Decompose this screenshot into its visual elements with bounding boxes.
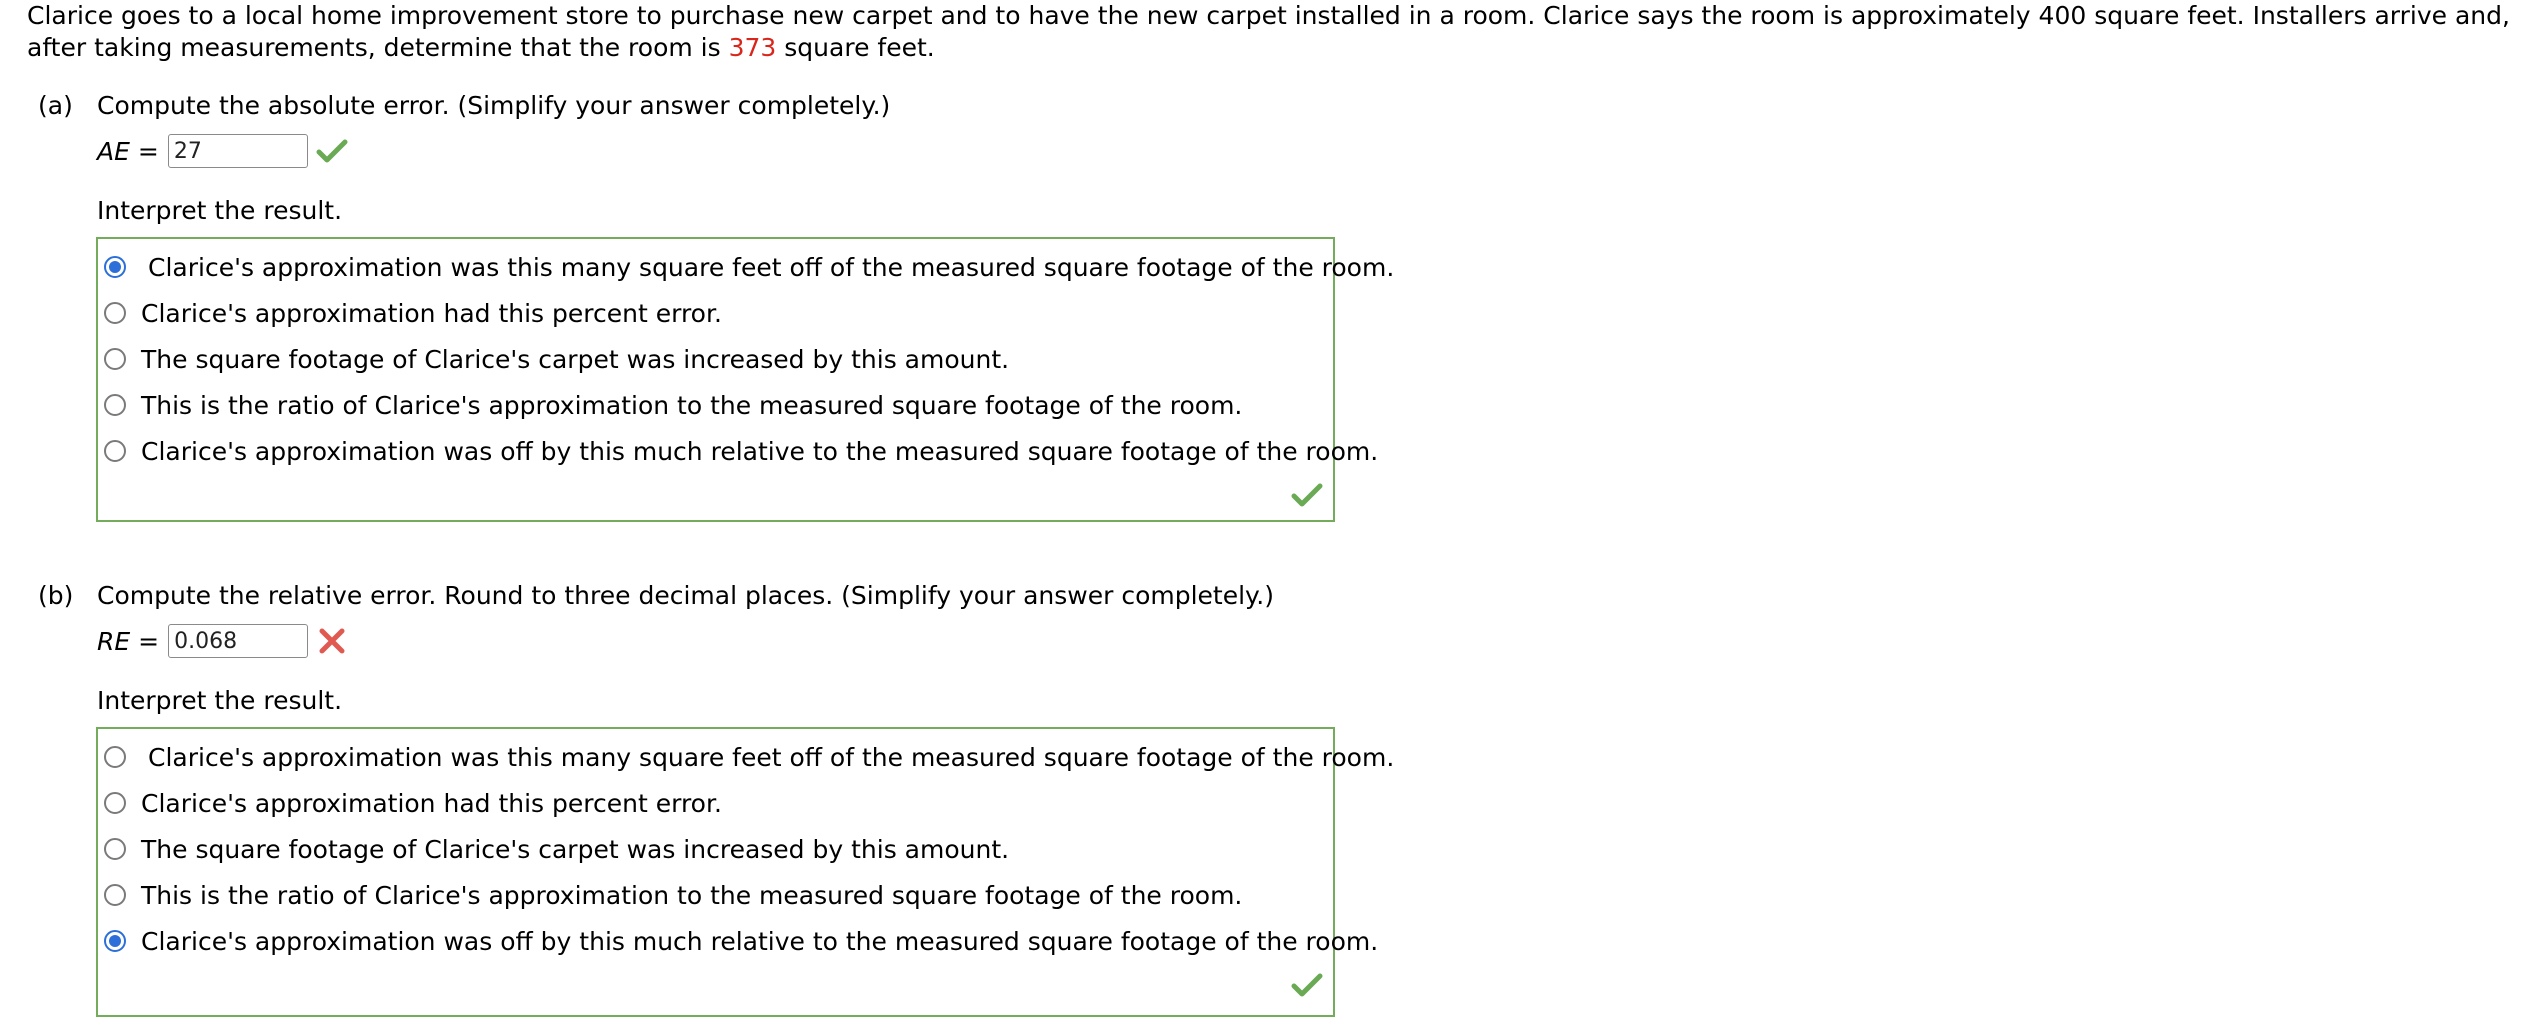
part-b-choice[interactable]: [104, 739, 1394, 775]
part-a-choice[interactable]: [104, 387, 1242, 423]
choice-label: This is the ratio of Clarice's approximation to the measured square footage of the room.: [141, 390, 1243, 420]
check-icon: [1289, 967, 1325, 1003]
choice-label: This is the ratio of Clarice's approximation to the measured square footage of the room.: [141, 880, 1243, 910]
problem-text-after: square feet.: [776, 33, 935, 62]
ae-answer-input[interactable]: [168, 134, 308, 168]
part-b-choice[interactable]: [104, 831, 1009, 867]
part-b-choice[interactable]: [104, 877, 1242, 913]
part-b-choice-box: [96, 727, 1395, 1017]
part-b-prompt: Compute the relative error. Round to three decimal places. (Simplify your answer completely.): [97, 581, 1274, 610]
part-b-choice[interactable]: [104, 785, 722, 821]
radio-button[interactable]: [104, 302, 126, 324]
part-b-interpret-label: Interpret the result.: [97, 686, 343, 715]
measured-value: 373: [728, 33, 777, 62]
part-a-label: (a): [38, 91, 73, 120]
radio-button[interactable]: [104, 746, 126, 768]
radio-button[interactable]: [104, 838, 126, 860]
re-answer-input[interactable]: [168, 624, 308, 658]
radio-button[interactable]: [104, 884, 126, 906]
choice-label: Clarice's approximation was off by this much relative to the measured square footage of the room.: [141, 436, 1379, 466]
part-a-choice[interactable]: [104, 341, 1009, 377]
part-a-choice[interactable]: [104, 295, 722, 331]
choice-label: The square footage of Clarice's carpet was increased by this amount.: [141, 834, 1010, 864]
part-a-answer-row: [97, 133, 350, 169]
equals-sign: =: [137, 136, 159, 166]
radio-button[interactable]: [104, 792, 126, 814]
part-a-interpret-label: Interpret the result.: [97, 196, 343, 225]
part-b-choice[interactable]: [104, 923, 1378, 959]
part-b-answer-row: [97, 623, 350, 659]
radio-button-selected[interactable]: [104, 256, 126, 278]
problem-text-before: Clarice goes to a local home improvement store to purchase new carpet and to have the new carpet installed in a room. Clarice says the room is approximately 400 square feet. Installers arrive and, after taking measurements, determine that the room is: [27, 1, 2510, 62]
x-icon: [314, 623, 350, 659]
choice-label: Clarice's approximation was this many square feet off of the measured square footage of the room.: [148, 742, 1395, 772]
part-a-choice[interactable]: [104, 433, 1378, 469]
part-a-choice[interactable]: [104, 249, 1394, 285]
re-variable: RE: [97, 626, 131, 656]
equals-sign: =: [138, 626, 160, 656]
radio-button[interactable]: [104, 348, 126, 370]
check-icon: [314, 133, 350, 169]
radio-button[interactable]: [104, 394, 126, 416]
ae-variable: AE: [97, 136, 130, 166]
choice-label: Clarice's approximation was off by this much relative to the measured square footage of the room.: [141, 926, 1379, 956]
radio-button-selected[interactable]: [104, 930, 126, 952]
choice-label: Clarice's approximation had this percent error.: [141, 298, 722, 328]
part-b-label: (b): [38, 581, 74, 610]
check-icon: [1289, 477, 1325, 513]
problem-statement: [27, 0, 2532, 64]
part-a-prompt: Compute the absolute error. (Simplify your answer completely.): [97, 91, 891, 120]
choice-label: Clarice's approximation was this many square feet off of the measured square footage of the room.: [148, 252, 1395, 282]
part-a-choice-box: [96, 237, 1395, 522]
radio-button[interactable]: [104, 440, 126, 462]
choice-label: The square footage of Clarice's carpet was increased by this amount.: [141, 344, 1010, 374]
choice-label: Clarice's approximation had this percent error.: [141, 788, 722, 818]
